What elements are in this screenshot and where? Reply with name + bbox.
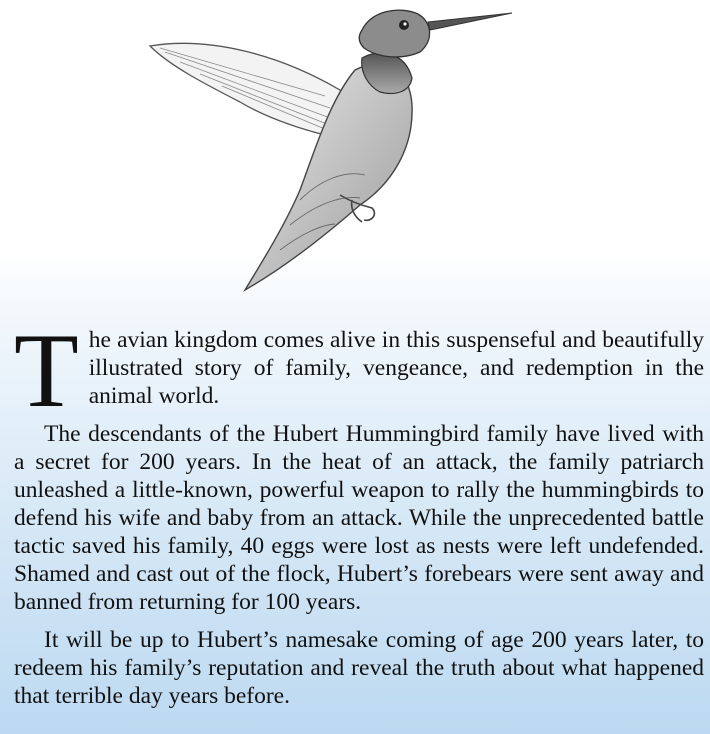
intro-paragraph (14, 312, 704, 429)
synopsis (14, 312, 704, 720)
hummingbird-sketch-icon (0, 0, 710, 320)
hummingbird-illustration (0, 0, 710, 320)
intro-text: he avian kingdom comes alive in this suspenseful and beautifully illustrated story of family, vengeance, and redemption in the animal world. (88, 327, 704, 409)
drop-cap: T (14, 312, 79, 429)
story-paragraph: The descendants of the Hubert Hummingbird family have lived with a secret for 200 years. In the heat of an attack, the family patriarch unleashed a little-known, powerful weapon to rally the hummingbirds to defend his wife and baby from an attack. While the unprecedented battle tactic saved his family, 40 eggs were lost as nests were left undefended. Shamed and cast out of the flock, Hubert’s forebears were sent away and banned from returning for 100 years. (14, 421, 704, 615)
closing-paragraph: It will be up to Hubert’s namesake coming of age 200 years later, to redeem his family’s reputation and reveal the truth about what happened that terrible day years before. (14, 627, 704, 709)
